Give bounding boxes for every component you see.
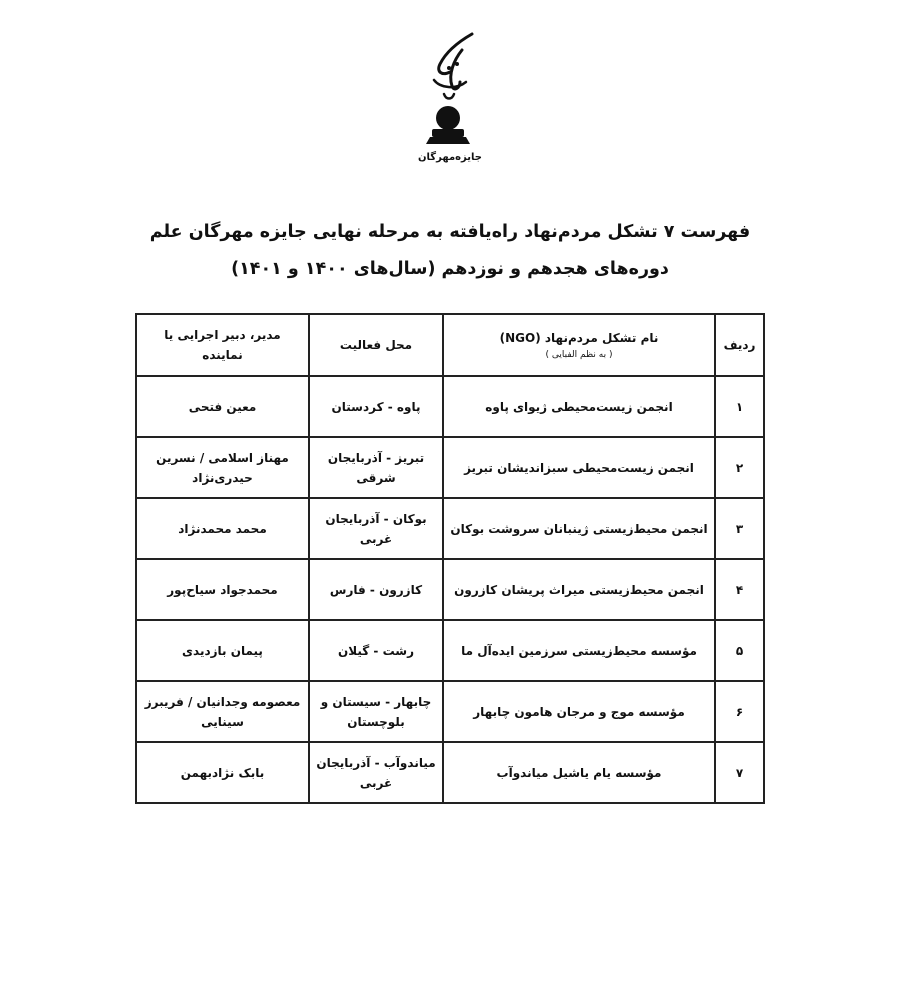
ngo-name: انجمن محیط‌زیستی میراث پریشان کازرون xyxy=(443,559,715,620)
header-row-number: ردیف xyxy=(715,314,764,376)
row-number: ۲ xyxy=(715,437,764,498)
table-row xyxy=(136,376,764,437)
activity-location: تبریز - آذربایجان شرقی xyxy=(309,437,443,498)
table-row xyxy=(136,681,764,742)
row-number: ۱ xyxy=(715,376,764,437)
document-title: فهرست ۷ تشکل مردم‌نهاد راه‌یافته به مرحله نهایی جایزه مهرگان علم xyxy=(149,222,751,242)
ngo-name: مؤسسه محیط‌زیستی سرزمین ایده‌آل ما xyxy=(443,620,715,681)
mehregan-logo-mark xyxy=(400,28,500,152)
ngo-name: انجمن زیست‌محیطی ژیوای پاوه xyxy=(443,376,715,437)
header-ngo-name xyxy=(443,314,715,376)
ngo-finalists-table xyxy=(135,313,765,804)
activity-location: پاوه - کردستان xyxy=(309,376,443,437)
header-ngo-name-label: نام تشکل مردم‌نهاد (NGO) xyxy=(499,331,659,345)
activity-location: کازرون - فارس xyxy=(309,559,443,620)
manager-name: محمدجواد سیاح‌پور xyxy=(136,559,309,620)
ngo-name: انجمن زیست‌محیطی سبزاندیشان تبریز xyxy=(443,437,715,498)
row-number: ۶ xyxy=(715,681,764,742)
activity-location: رشت - گیلان xyxy=(309,620,443,681)
row-number: ۷ xyxy=(715,742,764,803)
manager-name: مهناز اسلامی / نسرین حیدری‌نژاد xyxy=(136,437,309,498)
table-row xyxy=(136,498,764,559)
mehregan-logo xyxy=(400,28,500,178)
table-header-row xyxy=(136,314,764,376)
manager-name: محمد محمدنژاد xyxy=(136,498,309,559)
activity-location: میاندوآب - آذربایجان غربی xyxy=(309,742,443,803)
manager-name: بابک نژادبهمن xyxy=(136,742,309,803)
table-row xyxy=(136,620,764,681)
table-row xyxy=(136,742,764,803)
document-subtitle: دوره‌های هجدهم و نوزدهم (سال‌های ۱۴۰۰ و ۱۴۰۱) xyxy=(231,259,669,279)
row-number: ۵ xyxy=(715,620,764,681)
ngo-name: مؤسسه موج و مرجان هامون چابهار xyxy=(443,681,715,742)
header-ngo-name-note: ( به نظم الفبایی ) xyxy=(545,350,613,360)
table-row xyxy=(136,559,764,620)
row-number: ۴ xyxy=(715,559,764,620)
row-number: ۳ xyxy=(715,498,764,559)
header-manager: مدیر، دبیر اجرایی یا نماینده xyxy=(136,314,309,376)
logo-caption: جایزه‌مهرگان xyxy=(418,152,482,163)
header-location: محل فعالیت xyxy=(309,314,443,376)
manager-name: معصومه وجدانیان / فریبرز سینایی xyxy=(136,681,309,742)
ngo-name: مؤسسه یام یاشیل میاندوآب xyxy=(443,742,715,803)
ngo-name: انجمن محیط‌زیستی ژینبانان سروشت بوکان xyxy=(443,498,715,559)
manager-name: پیمان بازدیدی xyxy=(136,620,309,681)
activity-location: چابهار - سیستان و بلوچستان xyxy=(309,681,443,742)
table-row xyxy=(136,437,764,498)
manager-name: معین فتحی xyxy=(136,376,309,437)
activity-location: بوکان - آذربایجان غربی xyxy=(309,498,443,559)
